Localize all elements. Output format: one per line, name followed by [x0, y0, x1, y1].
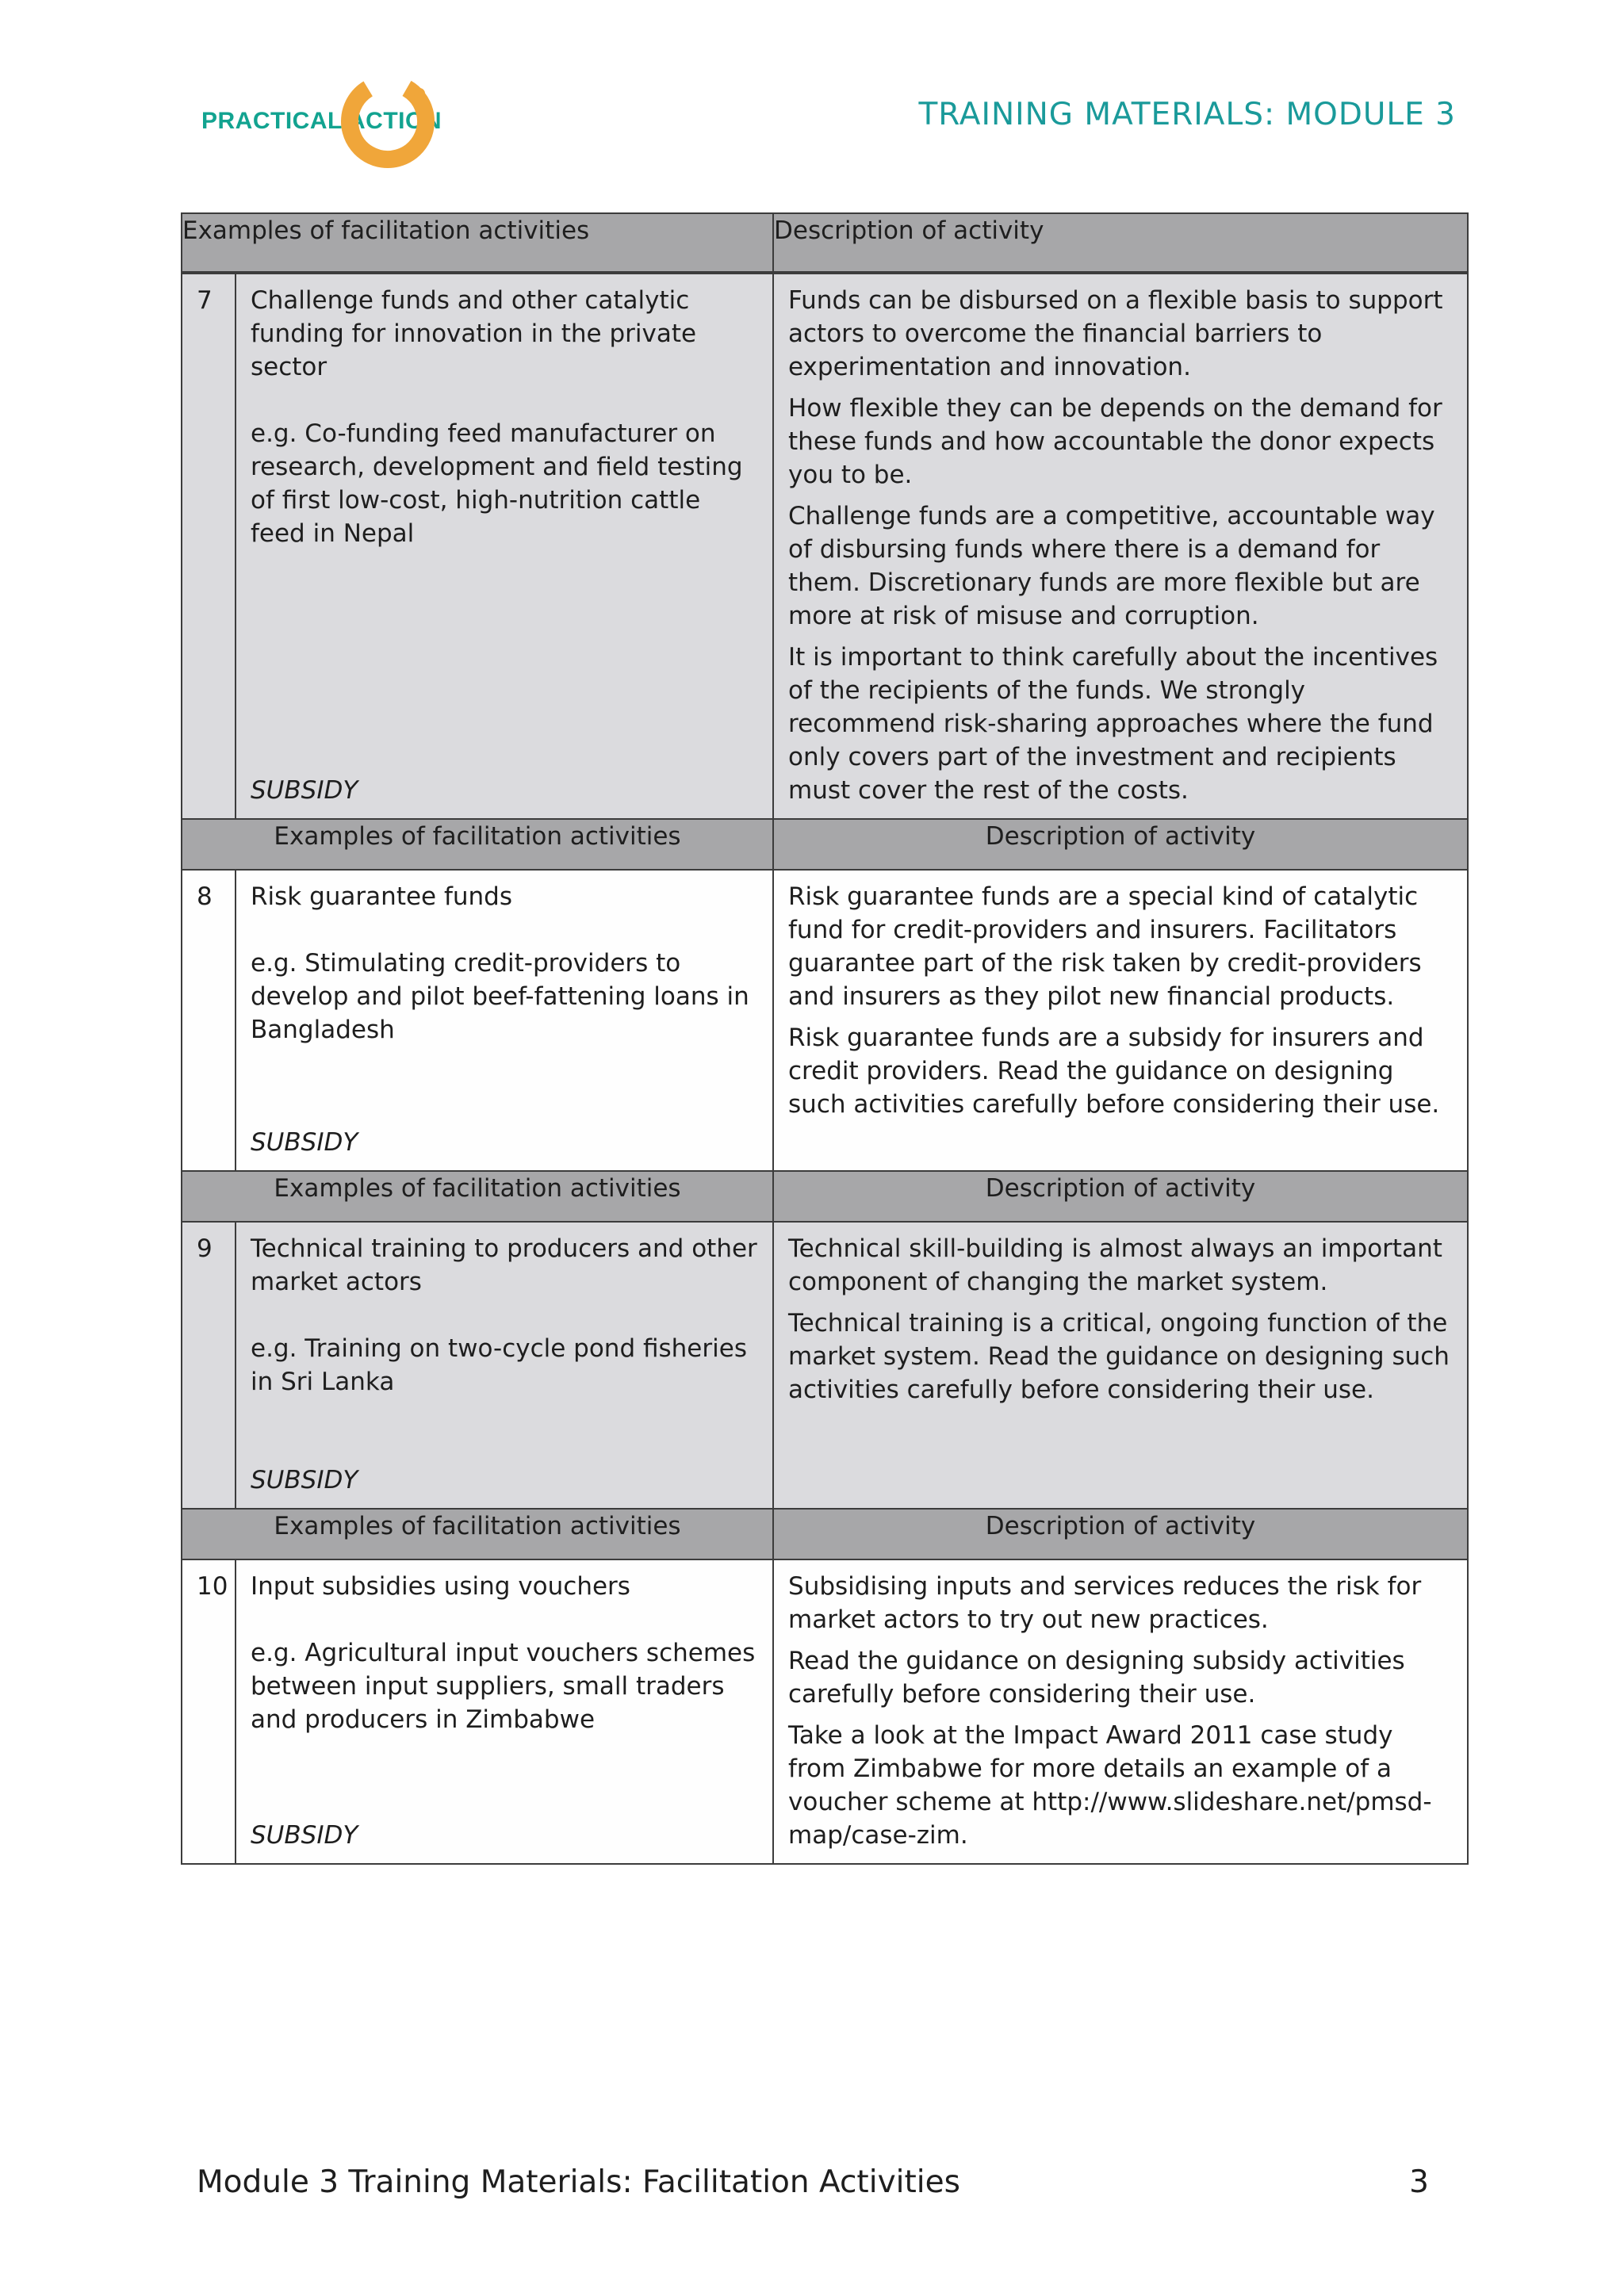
footer-subtitle: Facilitation Activities: [632, 2164, 960, 2200]
description-paragraph: It is important to think carefully about the incentives of the recipients of the funds. We strongly recommend risk-sharing approaches where the fund only covers part of the investment and recipients must cover the rest of the costs.: [788, 643, 1438, 805]
logo-circle-icon: [336, 70, 439, 173]
table-header-row: [182, 213, 1468, 273]
activity-example: e.g. Co-funding feed manufacturer on research, development and field testing of first low-cost, high-nutrition cattle feed in Nepal: [251, 419, 743, 548]
column-header-description: Description of activity: [773, 819, 1468, 870]
activity-title: [251, 284, 758, 384]
table-row: [182, 273, 1468, 819]
logo-text: PRACTICAL ACTION: [201, 108, 442, 134]
column-header-examples: Examples of facilitation activities: [182, 213, 773, 273]
table-header-row: [182, 819, 1468, 870]
activity-title-bold: Input subsidies: [251, 1572, 436, 1601]
activity-title-bold: Technical training: [251, 1234, 467, 1263]
row-number: 8: [182, 870, 236, 1171]
page-number: 3: [1409, 2164, 1429, 2200]
activity-title-bold: Risk guarantee funds: [251, 882, 513, 911]
table-header-row: [182, 1509, 1468, 1559]
description-cell: [773, 870, 1468, 1171]
activity-title-bold: Challenge funds: [251, 286, 450, 315]
description-paragraph: Subsidising inputs and services reduces the risk for market actors to try out new practices.: [788, 1572, 1422, 1634]
activity-example: e.g. Training on two-cycle pond fisheries in Sri Lanka: [251, 1334, 747, 1396]
row-number: 9: [182, 1222, 236, 1509]
subsidy-tag: SUBSIDY: [251, 1128, 358, 1157]
column-header-examples: Examples of facilitation activities: [182, 1171, 773, 1222]
activity-title: [251, 1232, 758, 1299]
description-paragraph: Challenge funds are a competitive, accountable way of disbursing funds where there is a demand for them. Discretionary funds are more flexible but are more at risk of misuse and corruption.: [788, 502, 1435, 630]
description-paragraph: Risk guarantee funds are a subsidy for insurers and credit providers. Read the guidance on designing such activities carefully before considering their use.: [788, 1024, 1440, 1119]
page-footer: [197, 2164, 1429, 2200]
subsidy-tag: SUBSIDY: [251, 1466, 358, 1494]
column-header-examples: Examples of facilitation activities: [182, 819, 773, 870]
description-paragraph: How flexible they can be depends on the demand for these funds and how accountable the donor expects you to be.: [788, 394, 1442, 489]
description-paragraph: Technical skill-building is almost always an important component of changing the market system.: [788, 1234, 1442, 1296]
column-header-description: Description of activity: [773, 213, 1468, 273]
table-row: [182, 1222, 1468, 1509]
example-cell: [236, 1559, 773, 1864]
description-paragraph: Technical training is a critical, ongoing function of the market system. Read the guidance on designing such activities carefully before considering their use.: [788, 1309, 1450, 1404]
description-cell: [773, 273, 1468, 819]
activity-title: [251, 880, 758, 913]
row-number: 7: [182, 273, 236, 819]
table-row: [182, 870, 1468, 1171]
example-cell: [236, 1222, 773, 1509]
activity-example: e.g. Stimulating credit-providers to develop and pilot beef-fattening loans in Bangladesh: [251, 949, 749, 1044]
description-paragraph: Risk guarantee funds are a special kind of catalytic fund for credit-providers and insurers. Facilitators guarantee part of the risk taken by credit-providers and insurers as they pilot new financial products.: [788, 882, 1422, 1011]
subsidy-tag: SUBSIDY: [251, 1821, 358, 1850]
description-cell: [773, 1222, 1468, 1509]
example-cell: [236, 273, 773, 819]
table-header-row: [182, 1171, 1468, 1222]
row-number: 10: [182, 1559, 236, 1864]
column-header-description: Description of activity: [773, 1171, 1468, 1222]
activity-example: e.g. Agricultural input vouchers schemes between input suppliers, small traders and producers in Zimbabwe: [251, 1639, 756, 1734]
activity-title: [251, 1570, 758, 1603]
description-cell: [773, 1559, 1468, 1864]
description-paragraph: Funds can be disbursed on a flexible basis to support actors to overcome the financial barriers to experimentation and innovation.: [788, 286, 1443, 381]
activity-title-rest: to producers and other market actors: [251, 1234, 757, 1296]
activity-title-rest: and other catalytic funding for innovation in the private sector: [251, 286, 697, 381]
footer-label: Module 3 Training Materials:: [197, 2164, 633, 2200]
example-cell: [236, 870, 773, 1171]
header-title: TRAINING MATERIALS: MODULE 3: [918, 97, 1456, 132]
practical-action-logo: [201, 70, 442, 173]
subsidy-tag: SUBSIDY: [251, 776, 358, 805]
facilitation-activities-table: [181, 212, 1469, 1865]
column-header-description: Description of activity: [773, 1509, 1468, 1559]
table-row: [182, 1559, 1468, 1864]
description-paragraph: Take a look at the Impact Award 2011 case study from Zimbabwe for more details an example of a voucher scheme at http://www.slideshare.net/pmsd-map/case-zim.: [788, 1721, 1432, 1850]
description-paragraph: Read the guidance on designing subsidy activities carefully before considering their use.: [788, 1647, 1405, 1709]
column-header-examples: Examples of facilitation activities: [182, 1509, 773, 1559]
activity-title-rest: using vouchers: [435, 1572, 630, 1601]
